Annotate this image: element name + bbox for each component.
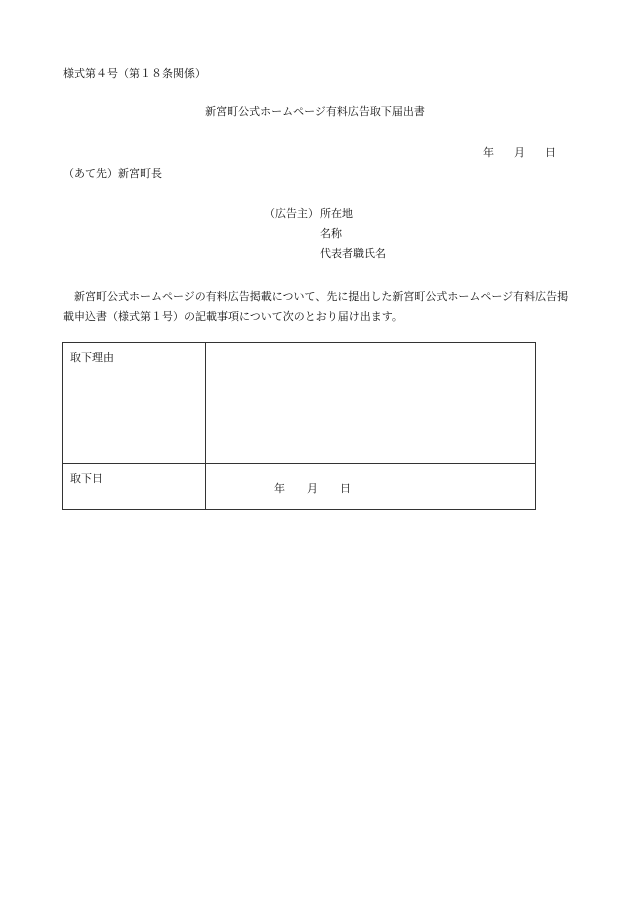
date-year-label: 年	[483, 146, 494, 159]
table-row-reason	[63, 343, 536, 464]
withdrawal-date-month: 月	[307, 482, 318, 495]
reason-label-cell	[63, 343, 206, 464]
body-text: 新宮町公式ホームページの有料広告掲載について、先に提出した新宮町公式ホームページ有料広告掲載申込書（様式第１号）の記載事項について次のとおり届け出ます。	[63, 290, 569, 323]
withdrawal-table	[62, 342, 536, 510]
date-month-label: 月	[514, 146, 525, 159]
advertiser-address-label: 所在地	[320, 207, 353, 220]
advertiser-label: （広告主）	[264, 207, 319, 220]
withdrawal-date-year: 年	[274, 482, 285, 495]
reason-label: 取下理由	[70, 351, 114, 364]
withdrawal-date-value-cell	[206, 464, 536, 510]
addressee: （あて先）新宮町長	[63, 167, 162, 180]
withdrawal-date-day: 日	[340, 482, 351, 495]
advertiser-representative-label: 代表者職氏名	[320, 247, 386, 260]
date-day-label: 日	[545, 146, 556, 159]
withdrawal-date-label-cell	[63, 464, 206, 510]
withdrawal-date-label: 取下日	[70, 472, 103, 485]
form-number: 様式第４号（第１８条関係）	[63, 67, 206, 80]
advertiser-name-label: 名称	[320, 227, 342, 240]
page-title: 新宮町公式ホームページ有料広告取下届出書	[205, 105, 425, 118]
submission-date	[483, 147, 556, 158]
table-row-date	[63, 464, 536, 510]
reason-value-cell	[206, 343, 536, 464]
withdrawal-date-value	[206, 464, 535, 494]
